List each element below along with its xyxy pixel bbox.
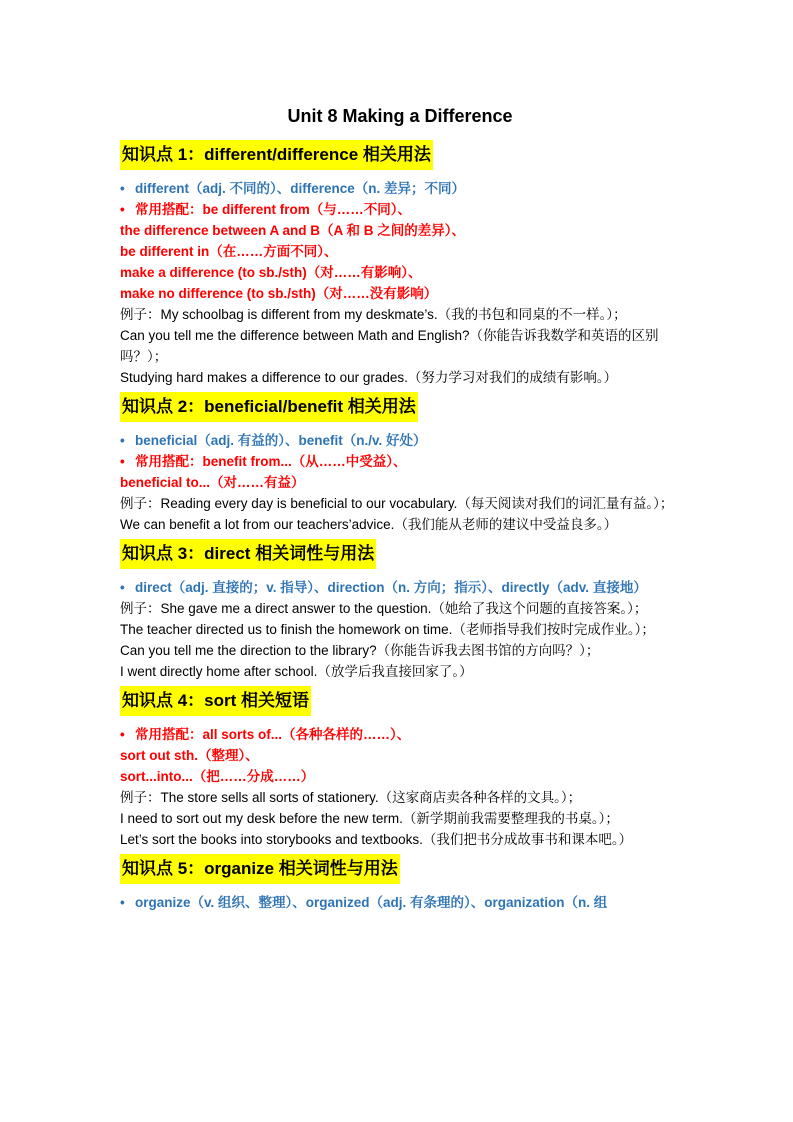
document-page: [120, 100, 680, 917]
section-4: [120, 686, 680, 850]
word-forms-bullet: • organize（v. 组织、整理）、organized（adj. 有条理的）、organization（n. 组: [120, 895, 608, 910]
word-forms-bullet: • direct（adj. 直接的；v. 指导）、direction（n. 方向；指示）、directly（adv. 直接地）: [120, 580, 647, 595]
section-heading: 知识点 4：sort 相关短语: [120, 686, 311, 716]
example-line: I need to sort out my desk before the new term.（新学期前我需要整理我的书桌。）；: [120, 811, 619, 826]
example-line: We can benefit a lot from our teachers’advice.（我们能从老师的建议中受益良多。）: [120, 517, 618, 532]
example-line: I went directly home after school.（放学后我直接回家了。）: [120, 664, 473, 679]
word-forms-bullet: • beneficial（adj. 有益的）、benefit（n./v. 好处）: [120, 433, 427, 448]
word-forms-bullet: • different（adj. 不同的）、difference（n. 差异；不同）: [120, 181, 466, 196]
collocation-bullet: • 常用搭配：benefit from...（从……中受益）、: [120, 454, 407, 469]
example-line: 例子：My schoolbag is different from my deskmate’s.（我的书包和同桌的不一样。）；: [120, 307, 627, 322]
collocation-line: beneficial to...（对……有益）: [120, 475, 305, 490]
collocation-line: sort out sth.（整理）、: [120, 748, 259, 763]
collocation-bullet: • 常用搭配：be different from（与……不同）、: [120, 202, 412, 217]
collocation-line: make no difference (to sb./sth)（对……没有影响）: [120, 286, 438, 301]
collocation-line: be different in（在……方面不同）、: [120, 244, 338, 259]
section-5: [120, 854, 680, 913]
section-heading: 知识点 1：different/difference 相关用法: [120, 140, 433, 170]
section-heading: 知识点 3：direct 相关词性与用法: [120, 539, 376, 569]
section-heading: 知识点 5：organize 相关词性与用法: [120, 854, 400, 884]
collocation-line: make a difference (to sb./sth)（对……有影响）、: [120, 265, 422, 280]
example-line: Can you tell me the difference between Math and English?（你能告诉我数学和英语的区别吗？）；: [120, 328, 659, 364]
document-title: Unit 8 Making a Difference: [287, 106, 513, 126]
example-line: The teacher directed us to finish the homework on time.（老师指导我们按时完成作业。）；: [120, 622, 655, 637]
collocation-line: the difference between A and B（A 和 B 之间的差异）、: [120, 223, 466, 238]
collocation-line: sort...into...（把……分成……）: [120, 769, 315, 784]
example-line: Studying hard makes a difference to our grades.（努力学习对我们的成绩有影响。）: [120, 370, 618, 385]
example-line: 例子：She gave me a direct answer to the question.（她给了我这个问题的直接答案。）；: [120, 601, 648, 616]
section-heading: 知识点 2：beneficial/benefit 相关用法: [120, 392, 418, 422]
example-line: Can you tell me the direction to the library?（你能告诉我去图书馆的方向吗？）；: [120, 643, 600, 658]
example-line: 例子：The store sells all sorts of stationery.（这家商店卖各种各样的文具。）；: [120, 790, 582, 805]
section-3: [120, 539, 680, 682]
section-1: [120, 140, 680, 388]
example-line: Let’s sort the books into storybooks and textbooks.（我们把书分成故事书和课本吧。）: [120, 832, 633, 847]
example-line: 例子：Reading every day is beneficial to our vocabulary.（每天阅读对我们的词汇量有益。）；: [120, 496, 674, 511]
collocation-bullet: • 常用搭配：all sorts of...（各种各样的……）、: [120, 727, 411, 742]
section-2: [120, 392, 680, 535]
